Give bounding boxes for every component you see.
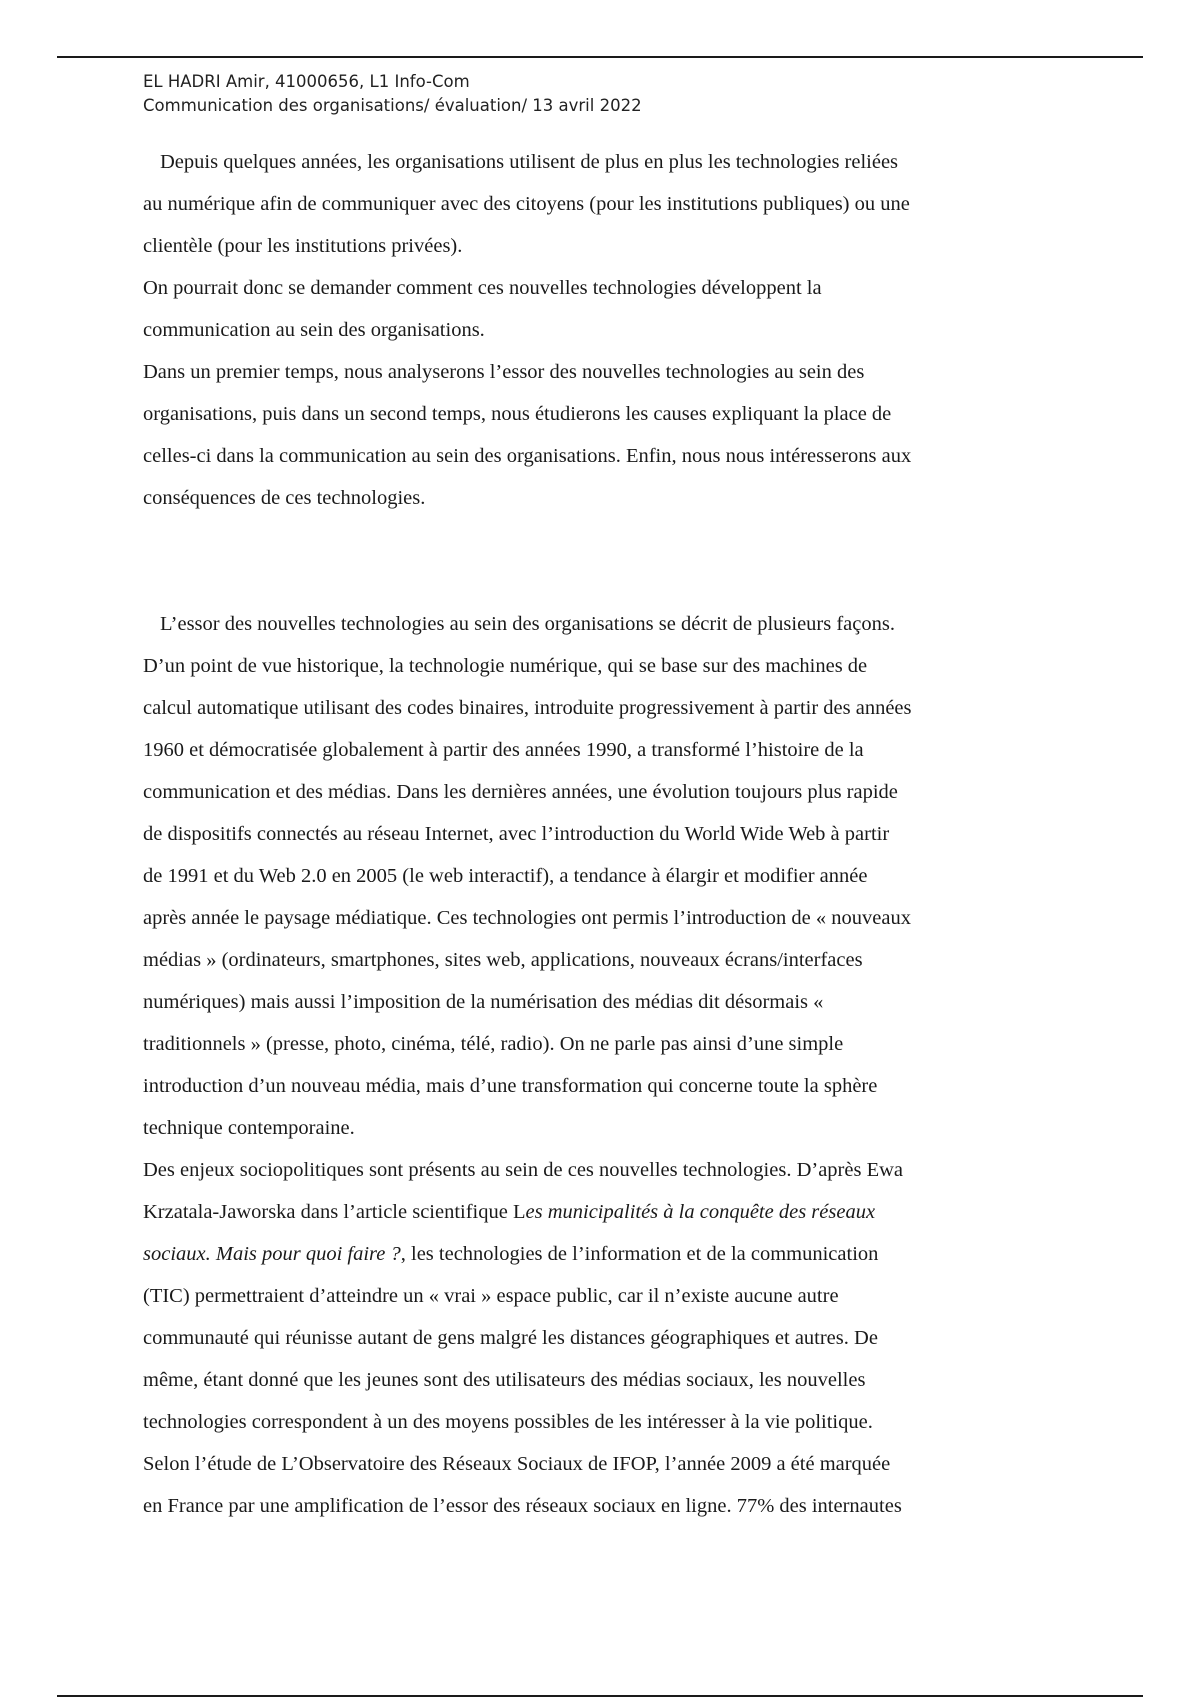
section1-paragraph bbox=[143, 603, 1055, 1527]
text-line: numériques) mais aussi l’imposition de la numérisation des médias dit désormais « bbox=[143, 991, 824, 1013]
text-line: (TIC) permettraient d’atteindre un « vrai » espace public, car il n’existe aucune autre bbox=[143, 1285, 839, 1307]
text-line: introduction d’un nouveau média, mais d’une transformation qui concerne toute la sphère bbox=[143, 1075, 878, 1097]
text-line: D’un point de vue historique, la technologie numérique, qui se base sur des machines de bbox=[143, 655, 868, 677]
article-title: es municipalités à la conquête des réseaux bbox=[525, 1201, 876, 1223]
top-rule bbox=[57, 56, 1143, 58]
text-line: conséquences de ces technologies. bbox=[143, 487, 426, 509]
page-header bbox=[143, 70, 642, 118]
text-line: L’essor des nouvelles technologies au sein des organisations se décrit de plusieurs façons. bbox=[160, 613, 895, 635]
text-line: Depuis quelques années, les organisations utilisent de plus en plus les technologies reliées bbox=[160, 151, 899, 173]
author-line: EL HADRI Amir, 41000656, L1 Info-Com bbox=[143, 72, 470, 91]
bottom-rule bbox=[57, 1695, 1143, 1697]
text-line: Des enjeux sociopolitiques sont présents au sein de ces nouvelles technologies. D’après Ewa bbox=[143, 1159, 904, 1181]
text-line: technologies correspondent à un des moyens possibles de les intéresser à la vie politique. bbox=[143, 1411, 873, 1433]
text-line: clientèle (pour les institutions privées). bbox=[143, 235, 463, 257]
text-line: de dispositifs connectés au réseau Internet, avec l’introduction du World Wide Web à partir bbox=[143, 823, 890, 845]
text-line: 1960 et démocratisée globalement à partir des années 1990, a transformé l’histoire de la bbox=[143, 739, 864, 761]
document-body bbox=[143, 141, 1055, 1527]
text-line: en France par une amplification de l’essor des réseaux sociaux en ligne. 77% des internautes bbox=[143, 1495, 902, 1517]
text-line: au numérique afin de communiquer avec des citoyens (pour les institutions publiques) ou une bbox=[143, 193, 910, 215]
citation-intro: Krzatala-Jaworska dans l’article scientifique L bbox=[143, 1201, 526, 1223]
text-line: Dans un premier temps, nous analyserons l’essor des nouvelles technologies au sein des bbox=[143, 361, 865, 383]
article-title-continued: sociaux. Mais pour quoi faire ? bbox=[143, 1243, 401, 1265]
text-line: celles-ci dans la communication au sein des organisations. Enfin, nous nous intéresserons aux bbox=[143, 445, 912, 467]
course-line: Communication des organisations/ évaluation/ 13 avril 2022 bbox=[143, 96, 642, 115]
text-line: communication au sein des organisations. bbox=[143, 319, 485, 341]
citation-line bbox=[143, 1233, 1055, 1275]
text-line: même, étant donné que les jeunes sont des utilisateurs des médias sociaux, les nouvelles bbox=[143, 1369, 866, 1391]
text-line: après année le paysage médiatique. Ces technologies ont permis l’introduction de « nouveaux bbox=[143, 907, 911, 929]
text-line: médias » (ordinateurs, smartphones, sites web, applications, nouveaux écrans/interfaces bbox=[143, 949, 863, 971]
text-line: communauté qui réunisse autant de gens malgré les distances géographiques et autres. De bbox=[143, 1327, 878, 1349]
text-line: calcul automatique utilisant des codes binaires, introduite progressivement à partir des années bbox=[143, 697, 912, 719]
text-line: On pourrait donc se demander comment ces nouvelles technologies développent la bbox=[143, 277, 822, 299]
citation-line bbox=[143, 1191, 1055, 1233]
citation-tail: , les technologies de l’information et de la communication bbox=[400, 1243, 879, 1265]
text-line: de 1991 et du Web 2.0 en 2005 (le web interactif), a tendance à élargir et modifier année bbox=[143, 865, 868, 887]
text-line: technique contemporaine. bbox=[143, 1117, 355, 1139]
text-line: communication et des médias. Dans les dernières années, une évolution toujours plus rapide bbox=[143, 781, 898, 803]
text-line: organisations, puis dans un second temps, nous étudierons les causes expliquant la place de bbox=[143, 403, 892, 425]
paragraph-spacer bbox=[143, 519, 1055, 603]
text-line: Selon l’étude de L’Observatoire des Réseaux Sociaux de IFOP, l’année 2009 a été marquée bbox=[143, 1453, 891, 1475]
intro-paragraph bbox=[143, 141, 1055, 519]
text-line: traditionnels » (presse, photo, cinéma, télé, radio). On ne parle pas ainsi d’une simple bbox=[143, 1033, 844, 1055]
